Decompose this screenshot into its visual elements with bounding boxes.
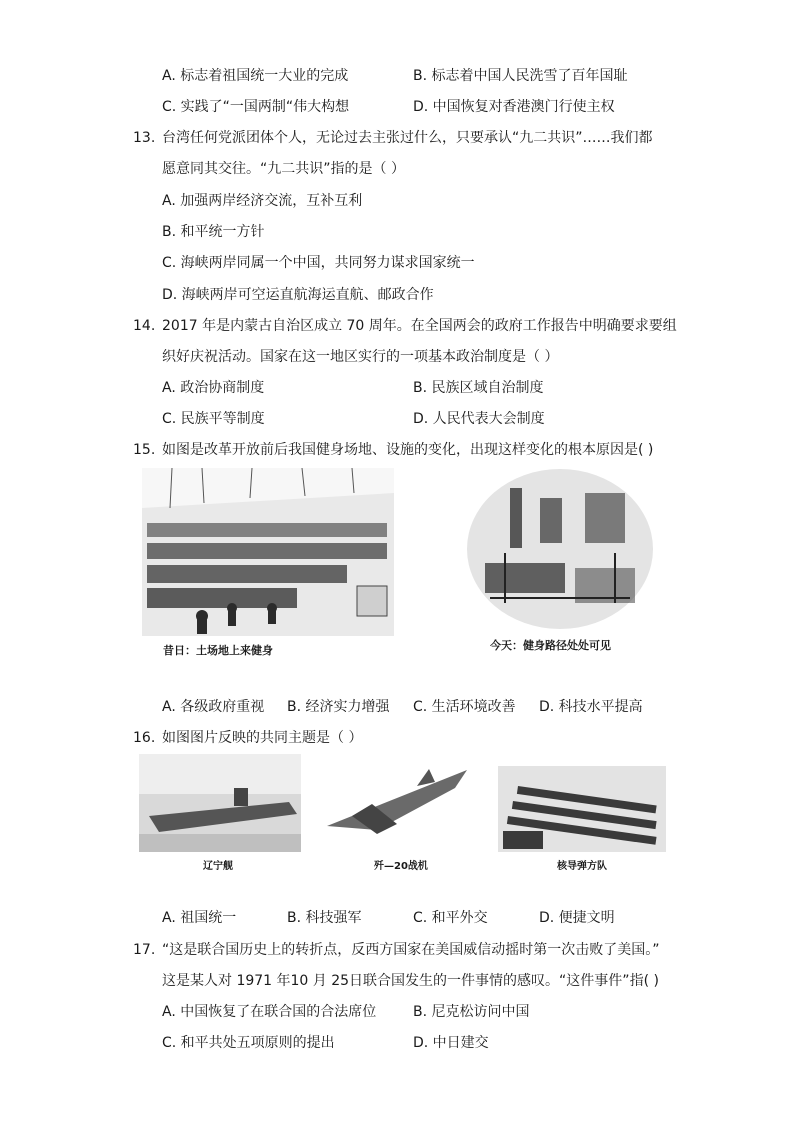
fighter-jet-illustration bbox=[317, 764, 469, 842]
q15-option-b: B. 经济实力增强 bbox=[287, 699, 390, 715]
q17-option-b: B. 尼克松访问中国 bbox=[413, 1004, 530, 1020]
q12-option-c: C. 实践了“一国两制“伟大构想 bbox=[162, 99, 350, 115]
photo-nuclear-missile-formation bbox=[498, 766, 666, 852]
q15-option-c: C. 生活环境改善 bbox=[413, 699, 516, 715]
q17-option-d: D. 中日建交 bbox=[413, 1035, 489, 1051]
q13-option-c: C. 海峡两岸同属一个中国，共同努力谋求国家统一 bbox=[162, 255, 475, 271]
q13-option-b: B. 和平统一方针 bbox=[162, 224, 265, 240]
q16-caption-3: 核导弹方队 bbox=[557, 861, 607, 872]
fitness-equipment-illustration bbox=[465, 468, 655, 630]
q13-stem-line2: 愿意同其交往。“九二共识”指的是（ ） bbox=[162, 161, 405, 177]
aircraft-carrier-illustration bbox=[139, 754, 301, 852]
q15-stem: 如图是改革开放前后我国健身场地、设施的变化，出现这样变化的根本原因是( ) bbox=[162, 442, 654, 458]
q12-option-a: A. 标志着祖国统一大业的完成 bbox=[162, 68, 349, 84]
q17-option-c: C. 和平共处五项原则的提出 bbox=[162, 1035, 335, 1051]
q17-number: 17. bbox=[133, 942, 156, 958]
q16-number: 16. bbox=[133, 730, 156, 746]
q16-caption-1: 辽宁舰 bbox=[203, 861, 233, 872]
photo-liaoning-carrier bbox=[139, 754, 301, 852]
q13-option-a: A. 加强两岸经济交流，互补互利 bbox=[162, 193, 363, 209]
q14-stem-line1: 2017 年是内蒙古自治区成立 70 周年。在全国两会的政府工作报告中明确要求要组 bbox=[162, 318, 677, 334]
q12-option-b: B. 标志着中国人民洗雪了百年国耻 bbox=[413, 68, 628, 84]
q15-option-a: A. 各级政府重视 bbox=[162, 699, 265, 715]
crowd-exercise-illustration bbox=[142, 468, 394, 636]
missile-parade-illustration bbox=[498, 766, 666, 852]
q16-stem: 如图图片反映的共同主题是（ ） bbox=[162, 730, 363, 746]
q17-stem-line2: 这是某人对 1971 年10 月 25日联合国发生的一件事情的感叹。“这件事件”指( ) bbox=[162, 973, 659, 989]
q15-left-caption: 昔日：土场地上来健身 bbox=[163, 644, 273, 657]
q15-right-caption: 今天：健身路径处处可见 bbox=[490, 639, 611, 652]
q12-option-d: D. 中国恢复对香港澳门行使主权 bbox=[413, 99, 615, 115]
q16-option-d: D. 便捷文明 bbox=[539, 910, 615, 926]
q16-option-a: A. 祖国统一 bbox=[162, 910, 237, 926]
q13-stem-line1: 台湾任何党派团体个人，无论过去主张过什么，只要承认“九二共识”……我们都 bbox=[162, 130, 653, 146]
photo-j20-fighter bbox=[317, 764, 469, 842]
q16-option-b: B. 科技强军 bbox=[287, 910, 362, 926]
q16-caption-2: 歼—20战机 bbox=[374, 861, 428, 872]
q15-number: 15. bbox=[133, 442, 156, 458]
q14-option-a: A. 政治协商制度 bbox=[162, 380, 265, 396]
q14-option-d: D. 人民代表大会制度 bbox=[413, 411, 545, 427]
q17-option-a: A. 中国恢复了在联合国的合法席位 bbox=[162, 1004, 377, 1020]
q14-option-b: B. 民族区域自治制度 bbox=[413, 380, 544, 396]
q16-option-c: C. 和平外交 bbox=[413, 910, 488, 926]
q13-number: 13. bbox=[133, 130, 156, 146]
q13-option-d: D. 海峡两岸可空运直航海运直航、邮政合作 bbox=[162, 287, 434, 303]
q17-stem-line1: “这是联合国历史上的转折点，反西方国家在美国威信动摇时第一次击败了美国。” bbox=[162, 942, 660, 958]
photo-past-exercise-field bbox=[142, 468, 394, 636]
q14-option-c: C. 民族平等制度 bbox=[162, 411, 265, 427]
q14-stem-line2: 织好庆祝活动。国家在这一地区实行的一项基本政治制度是（ ） bbox=[162, 349, 559, 365]
q14-number: 14. bbox=[133, 318, 156, 334]
photo-today-fitness-path bbox=[465, 468, 655, 630]
q15-option-d: D. 科技水平提高 bbox=[539, 699, 643, 715]
